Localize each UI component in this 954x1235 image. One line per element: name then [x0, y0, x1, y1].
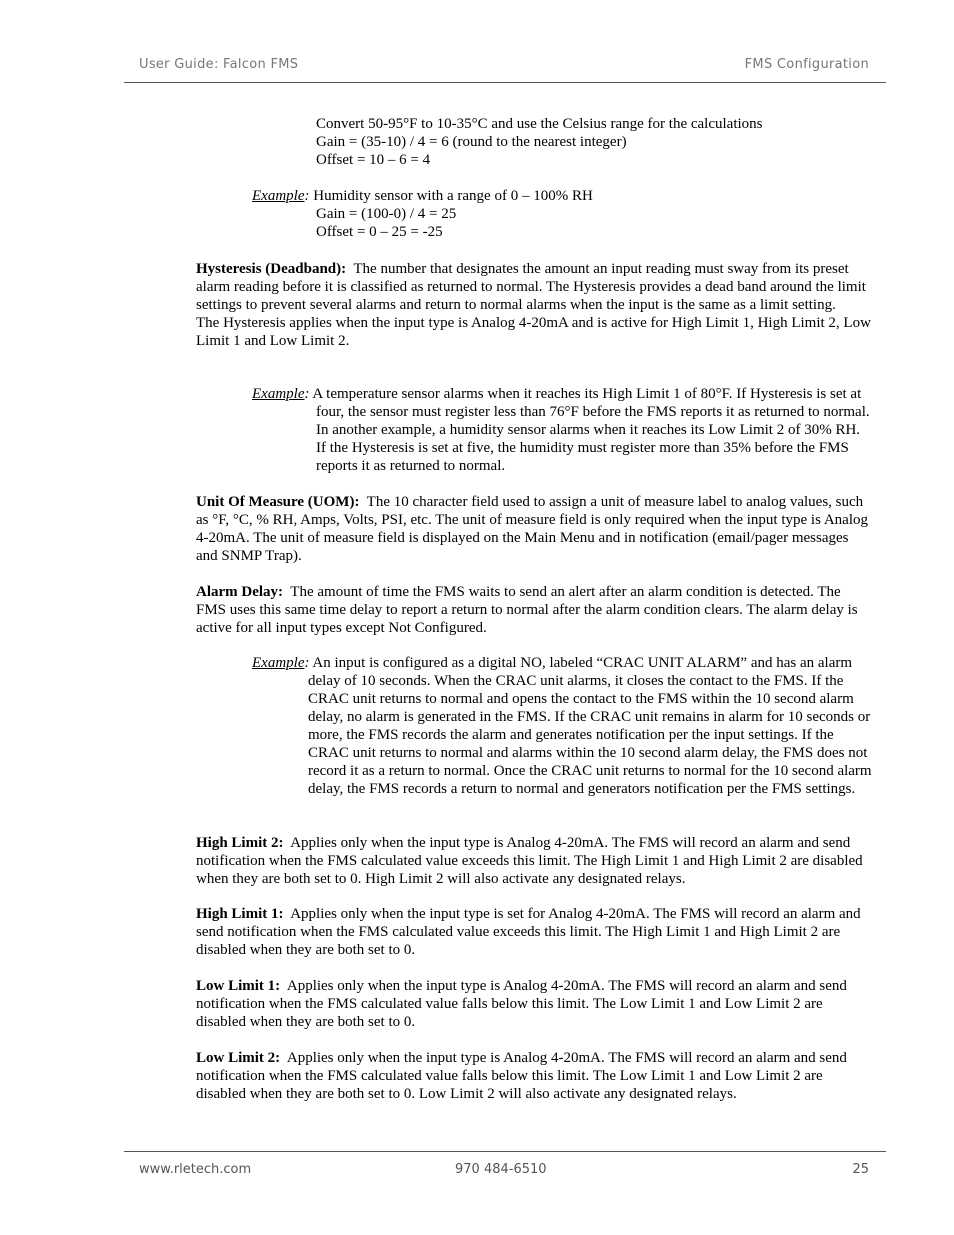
example-alarm-delay-text: An input is configured as a digital NO, labeled “CRAC UNIT ALARM” and has an alarm delay of 10 seconds. When the CRAC unit alarms, it closes the contact to the FMS. If the CRAC unit returns to normal and opens the contact to the FMS within the 10 second alarm delay, no alarm is generated in the FMS. If the CRAC unit remains in alarm for 10 seconds or more, the FMS records the alarm and generates notification per the input settings. If the CRAC unit returns to normal and alarms within the 10 second alarm delay, the FMS does not record it as a return to normal. Once the CRAC unit returns to normal for the 10 second alarm delay, the FMS records a return to normal and generators notification per the FMS settings. — [308, 655, 872, 797]
page-header — [139, 57, 869, 72]
offset-line: Offset = 10 – 6 = 4 — [316, 152, 431, 168]
footer-rule — [124, 1151, 886, 1152]
page-footer — [139, 1162, 869, 1177]
example-humidity: Example: Humidity sensor with a range of 0 – 100% RH Gain = (100-0) / 4 = 25 Offset = 0 – 25 = -25 — [252, 187, 872, 241]
high-limit-1-text: Applies only when the input type is set for Analog 4-20mA. The FMS will record an alarm and send notification when the FMS calculated value exceeds this limit. The High Limit 1 and High Limit 2 are disabled when they are both set to 0. — [196, 906, 861, 958]
page-number: 25 — [852, 1162, 869, 1177]
example-label: Example — [252, 386, 305, 402]
hysteresis-title: Hysteresis (Deadband): — [196, 261, 347, 277]
alarm-delay-title: Alarm Delay: — [196, 584, 284, 600]
example-hysteresis-text: A temperature sensor alarms when it reaches its High Limit 1 of 80°F. If Hysteresis is set at four, the sensor must register less than 76°F before the FMS reports it as returned to normal. In another example, a humidity sensor alarms when it reaches its Low Limit 2 of 30% RH. If the Hysteresis is set at five, the humidity must register more than 35% before the FMS reports it as returned to normal. — [312, 386, 870, 474]
high-limit-1-section — [196, 905, 872, 959]
low-limit-2-title: Low Limit 2: — [196, 1050, 281, 1066]
high-limit-2-text: Applies only when the input type is Analog 4-20mA. The FMS will record an alarm and send notification when the FMS calculated value exceeds this limit. The High Limit 1 and High Limit 2 are disabled when they are both set to 0. High Limit 2 will also activate any designated relays. — [196, 835, 863, 887]
footer-website[interactable]: www.rletech.com — [139, 1162, 252, 1177]
uom-title: Unit Of Measure (UOM): — [196, 494, 360, 510]
example-humidity-line: Humidity sensor with a range of 0 – 100% RH — [313, 188, 593, 204]
uom-section — [196, 493, 872, 565]
example-hysteresis: Example: A temperature sensor alarms when it reaches its High Limit 1 of 80°F. If Hysteresis is set at four, the sensor must register less than 76°F before the FMS reports it as returned to normal. In another example, a humidity sensor alarms when it reaches its Low Limit 2 of 30% RH. If the Hysteresis is set at five, the humidity must register more than 35% before the FMS reports it as returned to normal. — [252, 386, 870, 474]
footer-phone: 970 484-6510 — [455, 1162, 547, 1177]
high-limit-2-section — [196, 834, 872, 888]
low-limit-1-section — [196, 977, 872, 1031]
hysteresis-text-2: The Hysteresis applies when the input type is Analog 4-20mA and is active for High Limit 1, High Limit 2, Low Limit 1 and Low Limit 2. — [196, 315, 871, 349]
high-limit-2-title: High Limit 2: — [196, 835, 284, 851]
uom-text: The 10 character field used to assign a unit of measure label to analog values, such as °F, °C, % RH, Amps, Volts, PSI, etc. The unit of measure field is only required when the input type is Analog 4-20mA. The unit of measure field is displayed on the Main Menu and in notification (email/pager messages and SNMP Trap). — [196, 494, 868, 564]
alarm-delay-text: The amount of time the FMS waits to send an alert after an alarm condition is detected. The FMS uses this same time delay to report a return to normal after the alarm condition clears. The alarm delay is active for all input types except Not Configured. — [196, 584, 858, 636]
low-limit-1-title: Low Limit 1: — [196, 978, 281, 994]
example-offset-line: Offset = 0 – 25 = -25 — [316, 224, 443, 240]
gain-line: Gain = (35-10) / 4 = 6 (round to the nearest integer) — [316, 134, 627, 150]
example-label: Example — [252, 655, 305, 671]
low-limit-1-text: Applies only when the input type is Analog 4-20mA. The FMS will record an alarm and send notification when the FMS calculated value falls below this limit. The Low Limit 1 and Low Limit 2 are disabled when they are both set to 0. — [196, 978, 847, 1030]
convert-line: Convert 50-95°F to 10-35°C and use the Celsius range for the calculations — [316, 116, 763, 132]
example-label: Example — [252, 188, 305, 204]
alarm-delay-section — [196, 583, 872, 637]
low-limit-2-section — [196, 1049, 872, 1103]
hysteresis-section — [196, 260, 872, 350]
header-rule — [124, 82, 886, 83]
example-gain-line: Gain = (100-0) / 4 = 25 — [316, 206, 457, 222]
header-doc-title: User Guide: Falcon FMS — [139, 57, 299, 72]
hysteresis-text: The number that designates the amount an input reading must sway from its preset alarm reading before it is classified as returned to normal. The Hysteresis provides a dead band around the limit settings to prevent several alarms and return to normal alarms when the input is the same as a limit setting. — [196, 261, 866, 313]
convert-block — [316, 115, 763, 169]
example-alarm-delay: Example: An input is configured as a digital NO, labeled “CRAC UNIT ALARM” and has an alarm delay of 10 seconds. When the CRAC unit alarms, it closes the contact to the FMS. If the CRAC unit returns to normal and opens the contact to the FMS within the 10 second alarm delay, no alarm is generated in the FMS. If the CRAC unit remains in alarm for 10 seconds or more, the FMS records the alarm and generates notification per the input settings. If the CRAC unit returns to normal and alarms within the 10 second alarm delay, the FMS does not record it as a return to normal. Once the CRAC unit returns to normal for the 10 second alarm delay, the FMS records a return to normal and generators notification per the FMS settings. — [252, 655, 872, 797]
header-section-title: FMS Configuration — [744, 57, 869, 72]
low-limit-2-text: Applies only when the input type is Analog 4-20mA. The FMS will record an alarm and send notification when the FMS calculated value falls below this limit. The Low Limit 1 and Low Limit 2 are disabled when they are both set to 0. Low Limit 2 will also activate any designated relays. — [196, 1050, 847, 1102]
high-limit-1-title: High Limit 1: — [196, 906, 284, 922]
